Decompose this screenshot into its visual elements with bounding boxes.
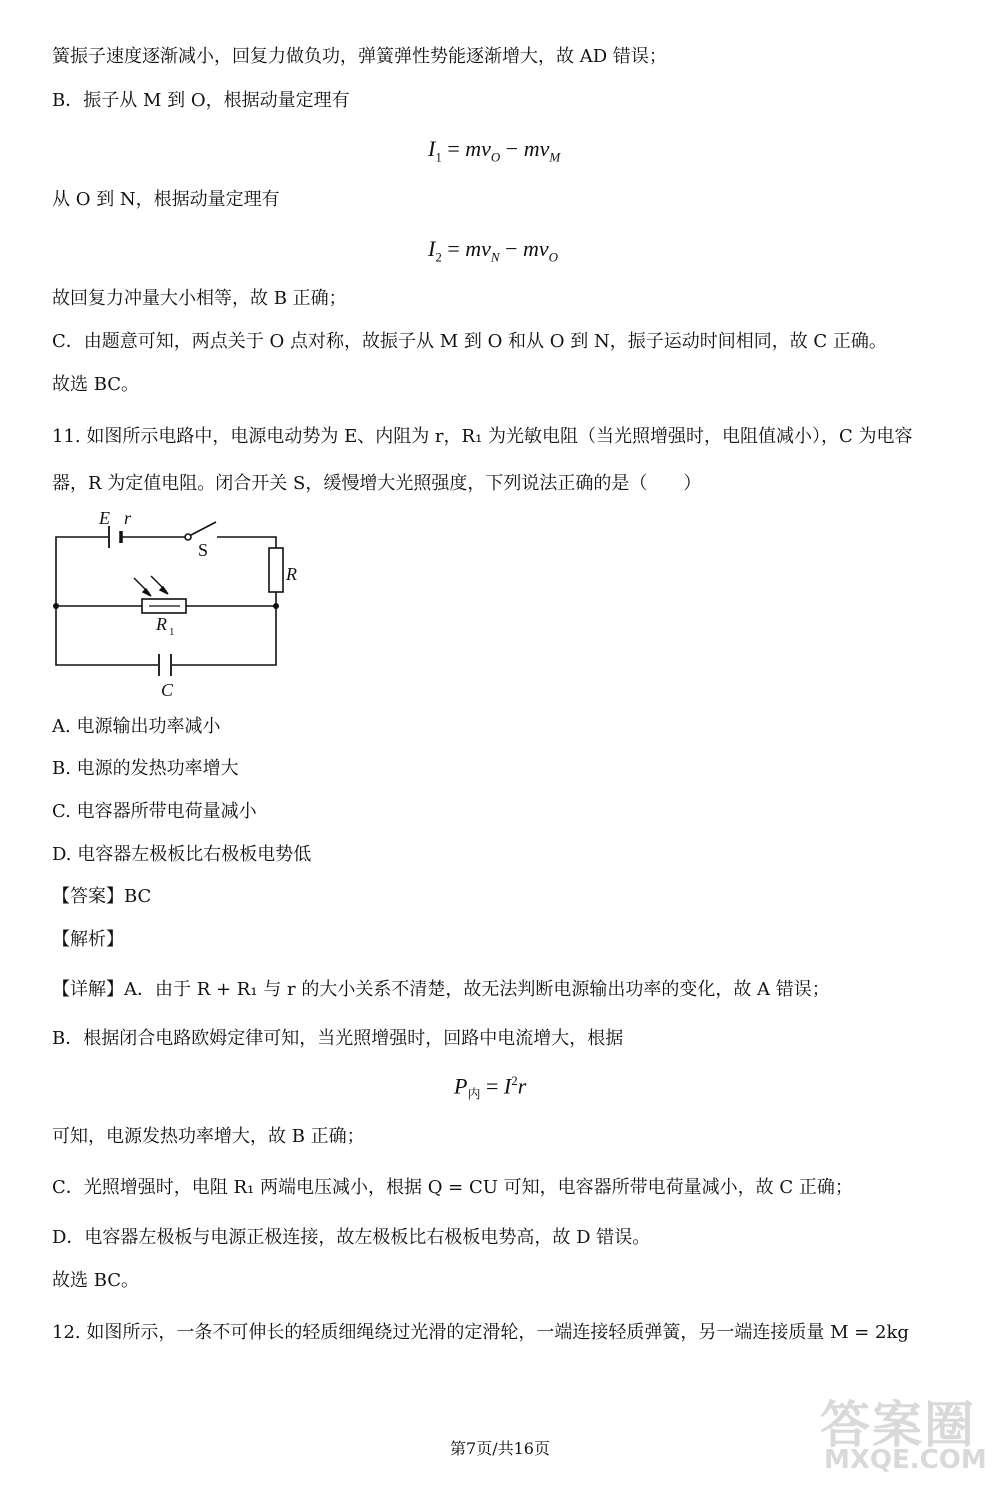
option-d: D. 电容器左极板比右极板电势低 — [52, 844, 312, 865]
equation-momentum-2 — [428, 236, 558, 265]
eq-symbol: mv — [465, 136, 491, 161]
label-e: E — [99, 508, 110, 528]
eq-symbol: mv — [523, 236, 549, 261]
solution-line: C．由题意可知，两点关于 O 点对称，故振子从 M 到 O 和从 O 到 N，振子运动时间相同，故 C 正确。 — [52, 331, 887, 352]
solution-line: 簧振子速度逐渐减小，回复力做负功，弹簧弹性势能逐渐增大，故 AD 错误； — [52, 46, 667, 67]
option-c: C. 电容器所带电荷量减小 — [52, 801, 257, 822]
solution-line: 故选 BC。 — [52, 374, 140, 395]
solution-line: B．振子从 M 到 O，根据动量定理有 — [52, 90, 350, 111]
eq-symbol: I — [428, 136, 436, 161]
junction-dot — [53, 603, 59, 609]
junction-dot — [273, 603, 279, 609]
detail-line: D．电容器左极板与电源正极连接，故左极板比右极板电势高，故 D 错误。 — [52, 1227, 651, 1248]
eq-subscript: 1 — [435, 149, 442, 165]
eq-symbol: r — [517, 1073, 527, 1099]
capacitor-symbol — [159, 654, 171, 676]
equation-momentum-1 — [428, 136, 560, 165]
detail-line: 可知，电源发热功率增大，故 B 正确； — [52, 1126, 365, 1147]
answer-line: 【答案】BC — [52, 886, 152, 907]
solution-line: 故回复力冲量大小相等，故 B 正确； — [52, 288, 347, 309]
eq-symbol: I — [503, 1073, 512, 1099]
eq-subscript: O — [490, 149, 501, 165]
eq-operator: = — [447, 136, 466, 161]
page-footer: 第7页/共16页 — [450, 1439, 550, 1458]
watermark-sub-text: MXQE.COM — [824, 1445, 987, 1475]
eq-operator: − — [505, 236, 523, 261]
photoresistor-symbol — [142, 599, 186, 613]
option-a: A. 电源输出功率减小 — [52, 716, 221, 737]
eq-symbol: I — [428, 236, 436, 261]
eq-subscript: M — [549, 149, 561, 165]
eq-subscript: 2 — [435, 249, 442, 265]
analysis-heading: 【解析】 — [52, 929, 124, 950]
detail-line: C．光照增强时，电阻 R₁ 两端电压减小，根据 Q = CU 可知，电容器所带电荷量减小，故 C 正确； — [52, 1177, 853, 1198]
resistor-r — [269, 548, 283, 592]
solution-line: 从 O 到 N，根据动量定理有 — [52, 189, 280, 210]
eq-operator: = — [447, 236, 466, 261]
eq-operator: = — [485, 1073, 504, 1099]
label-R: R — [286, 564, 297, 584]
detail-line: 故选 BC。 — [52, 1270, 140, 1291]
label-r: r — [124, 508, 132, 528]
eq-subscript: O — [548, 249, 559, 265]
option-b: B. 电源的发热功率增大 — [52, 758, 239, 779]
eq-superscript: 2 — [511, 1073, 518, 1088]
battery-symbol — [109, 526, 121, 548]
watermark-main-text: 答案圈 — [820, 1396, 976, 1454]
light-arrows — [134, 576, 168, 596]
switch-symbol — [185, 522, 216, 540]
eq-symbol: mv — [523, 136, 550, 161]
eq-subscript: 内 — [467, 1086, 481, 1102]
label-S: S — [198, 540, 209, 560]
circuit-diagram — [40, 500, 310, 705]
eq-symbol: P — [454, 1073, 468, 1099]
equation-heat-power — [454, 1073, 526, 1103]
label-C: C — [161, 680, 174, 700]
label-R1-sub: 1 — [169, 626, 175, 638]
question-11-stem: 11. 如图所示电路中，电源电动势为 E、内阻为 r，R₁ 为光敏电阻（当光照增强时，电阻值减小），C 为电容 — [52, 426, 913, 447]
eq-symbol: mv — [465, 236, 491, 261]
detail-line: B．根据闭合电路欧姆定律可知，当光照增强时，回路中电流增大，根据 — [52, 1028, 624, 1049]
eq-subscript: N — [490, 249, 500, 265]
detail-line: 【详解】A．由于 R + R₁ 与 r 的大小关系不清楚，故无法判断电源输出功率的变化，故 A 错误； — [52, 979, 830, 1000]
eq-operator: − — [505, 136, 524, 161]
label-R1: R — [156, 614, 167, 634]
watermark-logo — [820, 1385, 995, 1485]
question-11-stem: 器，R 为定值电阻。闭合开关 S，缓慢增大光照强度，下列说法正确的是（ ） — [52, 473, 702, 494]
question-12-stem: 12. 如图所示，一条不可伸长的轻质细绳绕过光滑的定滑轮，一端连接轻质弹簧，另一端连接质量 M = 2kg — [52, 1322, 909, 1343]
